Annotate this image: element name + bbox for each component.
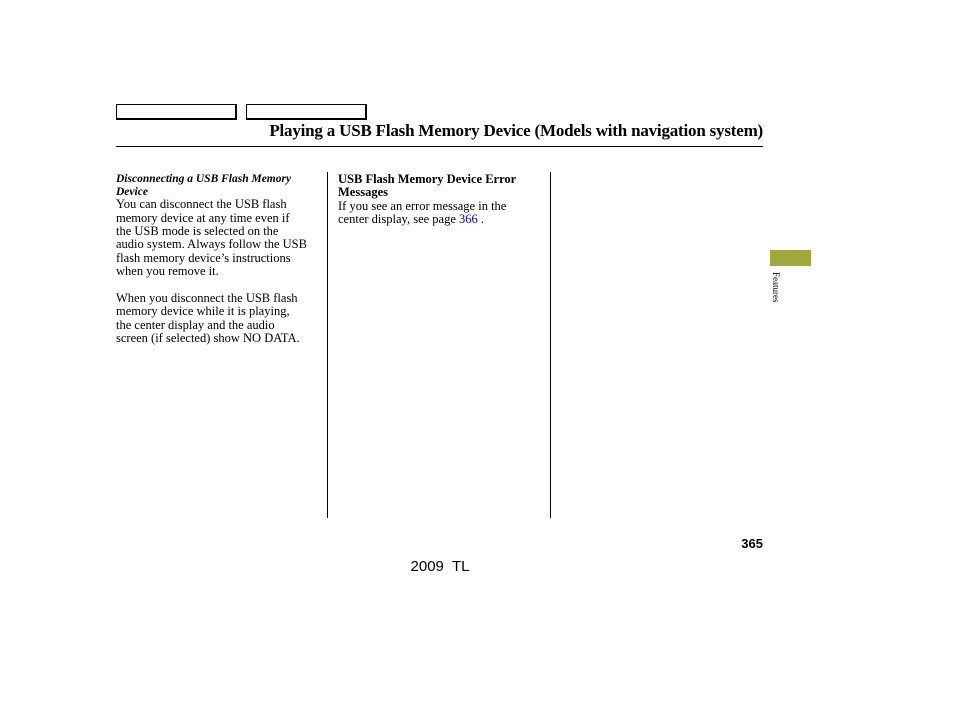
text-line: When you disconnect the USB flash	[116, 291, 298, 306]
text-line: If you see an error message in the	[338, 198, 507, 213]
nav-button-contents[interactable]	[246, 104, 367, 120]
text-line: the center display and the audio	[116, 317, 275, 332]
paragraph-no-data	[116, 292, 322, 346]
page-reference-link[interactable]: 366	[459, 212, 478, 227]
text-line-suffix: .	[477, 212, 485, 227]
column-divider-2	[550, 172, 551, 518]
section-label-features: Features	[771, 272, 781, 303]
paragraph-disconnect-anytime	[116, 198, 322, 278]
heading-line: Disconnecting a USB Flash Memory	[116, 173, 292, 185]
text-line: center display, see page	[338, 212, 460, 227]
text-line: the USB mode is selected on the	[116, 224, 279, 238]
text-line: memory device at any time even if	[116, 210, 290, 225]
text-line: You can disconnect the USB flash	[116, 197, 287, 212]
page-number: 365	[741, 536, 763, 551]
text-line: flash memory device’s instructions	[116, 250, 291, 265]
section-heading-error-messages	[338, 173, 544, 200]
page-title: Playing a USB Flash Memory Device (Models with navigation system)	[269, 121, 763, 140]
footer-model: 2009 TL	[410, 558, 470, 575]
heading-line: Messages	[338, 185, 388, 200]
heading-line: Device	[116, 185, 148, 198]
paragraph-error-reference	[338, 200, 544, 227]
text-line: memory device while it is playing,	[116, 304, 290, 319]
text-line: screen (if selected) show NO DATA.	[116, 331, 300, 346]
column-disconnecting	[116, 173, 322, 346]
heading-line: USB Flash Memory Device Error	[338, 172, 517, 186]
column-divider-1	[327, 172, 328, 518]
nav-button-back[interactable]	[116, 104, 237, 120]
title-divider	[116, 146, 763, 147]
section-tab-marker	[770, 250, 811, 266]
section-heading-disconnecting	[116, 173, 322, 198]
text-line: when you remove it.	[116, 264, 219, 279]
text-line: audio system. Always follow the USB	[116, 237, 307, 252]
column-error-messages	[338, 173, 544, 227]
